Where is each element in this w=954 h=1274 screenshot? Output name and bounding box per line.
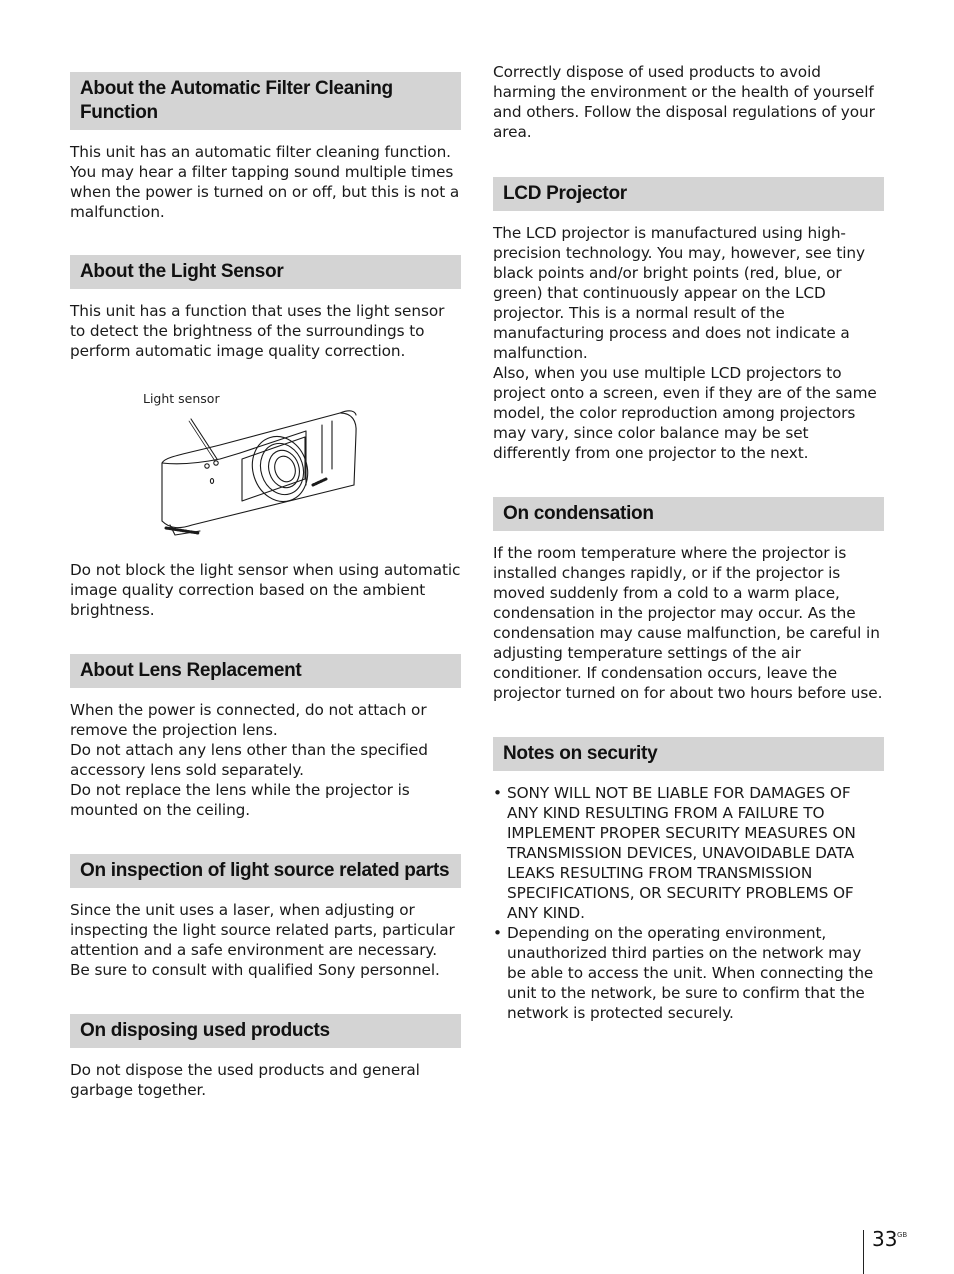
section-body [70, 560, 461, 620]
paragraph: Do not replace the lens while the projector is mounted on the ceiling. [70, 781, 410, 819]
security-bullet-list [493, 783, 884, 1023]
section-body [70, 1060, 461, 1100]
disposal-continuation [493, 62, 884, 142]
section-body [70, 900, 461, 980]
paragraph: This unit has a function that uses the light sensor to detect the brightness of the surroundings to perform automatic image quality correction. [70, 302, 445, 360]
section-heading: About Lens Replacement [70, 654, 461, 688]
section-heading: LCD Projector [493, 177, 884, 211]
section-security [493, 737, 884, 1023]
page-region-code: GB [897, 1231, 908, 1239]
projector-illustration [70, 373, 461, 553]
paragraph: This unit has an automatic filter cleaning function. You may hear a filter tapping sound multiple times when the power is turned on or off, but this is not a malfunction. [70, 143, 460, 221]
section-disposing-products [70, 1014, 461, 1100]
page-number: 33 [872, 1227, 898, 1251]
section-heading: About the Automatic Filter Cleaning Function [70, 72, 461, 130]
section-heading: On condensation [493, 497, 884, 531]
right-column [493, 62, 884, 1023]
section-condensation [493, 497, 884, 703]
section-light-sensor [70, 255, 461, 620]
section-heading: Notes on security [493, 737, 884, 771]
paragraph: Do not attach any lens other than the specified accessory lens sold separately. [70, 741, 428, 779]
section-body [70, 301, 461, 361]
bullet-item: • Depending on the operating environment, unauthorized third parties on the network may be able to access the unit. When connecting the unit to the network, be sure to confirm that the network is protected securely. [493, 923, 884, 1023]
paragraph: Since the unit uses a laser, when adjusting or inspecting the light source related parts, particular attention and a safe environment are necessary. Be sure to consult with qualified Sony personnel. [70, 901, 455, 979]
section-body [493, 223, 884, 463]
light-sensor-figure [70, 373, 461, 553]
section-lcd-projector [493, 177, 884, 463]
section-lens-replacement [70, 654, 461, 820]
section-heading: About the Light Sensor [70, 255, 461, 289]
section-body [493, 543, 884, 703]
section-heading: On inspection of light source related parts [70, 854, 461, 888]
bullet-item: • SONY WILL NOT BE LIABLE FOR DAMAGES OF ANY KIND RESULTING FROM A FAILURE TO IMPLEMENT PROPER SECURITY MEASURES ON TRANSMISSION DEVICES, UNAVOIDABLE DATA LEAKS RESULTING FROM TRANSMISSION SPECIFICATIONS, OR SECURITY PROBLEMS OF ANY KIND. [493, 783, 884, 923]
paragraph: Also, when you use multiple LCD projectors to project onto a screen, even if they are of the same model, the color reproduction among projectors may vary, since color balance may be set differently from one projector to the next. [493, 364, 877, 462]
page-number-divider [863, 1230, 864, 1274]
paragraph: Do not dispose the used products and general garbage together. [70, 1061, 420, 1099]
figure-label: Light sensor [143, 391, 220, 406]
paragraph: When the power is connected, do not attach or remove the projection lens. [70, 701, 427, 739]
paragraph: If the room temperature where the projector is installed changes rapidly, or if the projector is moved suddenly from a cold to a warm place, condensation in the projector may occur. As the condensation may cause malfunction, be careful in adjusting temperature settings of the air conditioner. If condensation occurs, leave the projector turned on for about two hours before use. [493, 544, 883, 702]
section-body [70, 142, 461, 222]
section-light-source-inspection [70, 854, 461, 980]
section-body [70, 700, 461, 820]
paragraph: Do not block the light sensor when using automatic image quality correction based on the ambient brightness. [70, 561, 461, 619]
paragraph: Correctly dispose of used products to avoid harming the environment or the health of yourself and others. Follow the disposal regulations of your area. [493, 63, 875, 141]
paragraph: The LCD projector is manufactured using high-precision technology. You may, however, see tiny black points and/or bright points (red, blue, or green) that continuously appear on the LCD projector. This is a normal result of the manufacturing process and does not indicate a malfunction. [493, 224, 865, 362]
section-heading: On disposing used products [70, 1014, 461, 1048]
left-column [70, 72, 461, 1100]
section-filter-cleaning [70, 72, 461, 222]
